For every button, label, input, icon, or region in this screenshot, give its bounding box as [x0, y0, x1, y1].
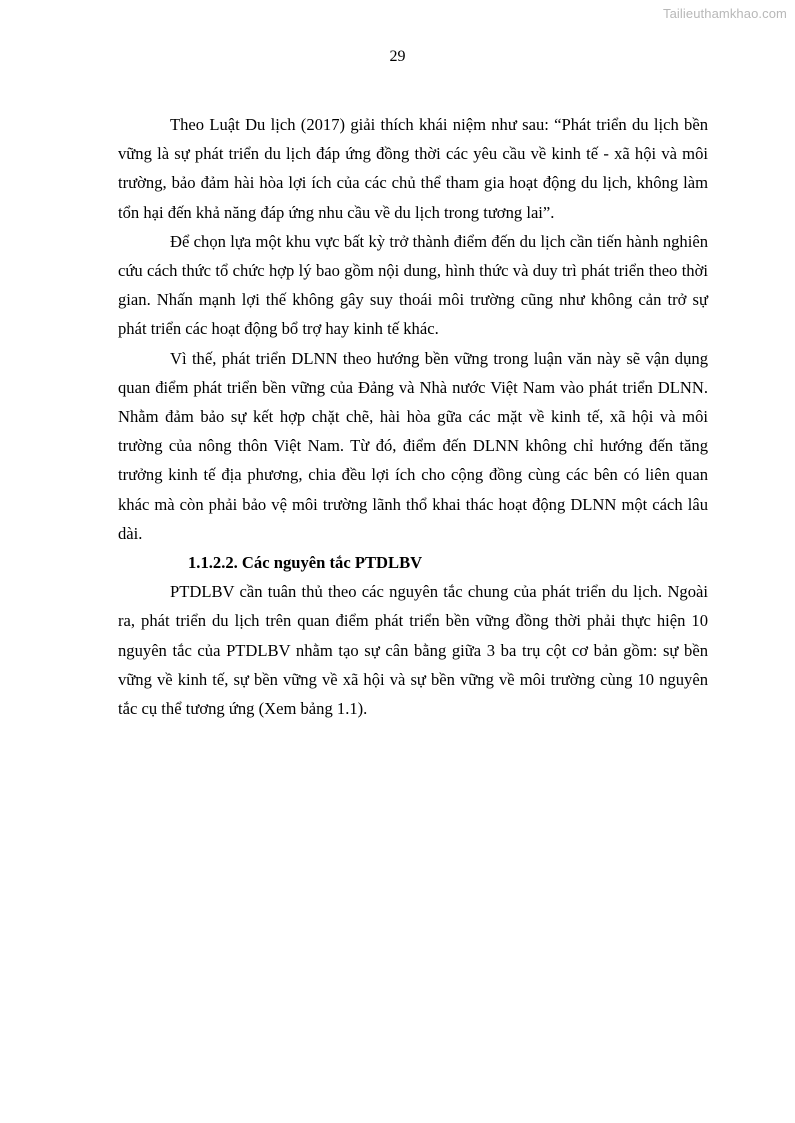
document-body [118, 110, 708, 723]
paragraph-principles: PTDLBV cần tuân thủ theo các nguyên tắc chung của phát triển du lịch. Ngoài ra, phát triển du lịch trên quan điểm phát triển bền vững đồng thời phải thực hiện 10 nguyên tắc của PTDLBV nhằm tạo sự cân bằng giữa 3 ba trụ cột cơ bản gồm: sự bền vững về kinh tế, sự bền vững về xã hội và sự bền vững về môi trường cùng 10 nguyên tắc cụ thể tương ứng (Xem bảng 1.1). [118, 582, 708, 719]
section-heading: 1.1.2.2. Các nguyên tắc PTDLBV [188, 553, 423, 573]
paragraph-dlnn: Vì thế, phát triển DLNN theo hướng bền vững trong luận văn này sẽ vận dụng quan điểm phát triển bền vững của Đảng và Nhà nước Việt Nam vào phát triển DLNN. Nhằm đảm bảo sự kết hợp chặt chẽ, hài hòa gữa các mặt về kinh tế, xã hội và môi trường của nông thôn Việt Nam. Từ đó, điểm đến DLNN không chỉ hướng đến tăng trưởng kinh tế địa phương, chia đều lợi ích cho cộng đồng cùng các bên có liên quan khác mà còn phải bảo vệ môi trường lãnh thổ khai thác hoạt động DLNN một cách lâu dài. [118, 348, 708, 543]
paragraph-definition: Theo Luật Du lịch (2017) giải thích khái niệm như sau: “Phát triển du lịch bền vững là sự phát triển du lịch đáp ứng đồng thời các yêu cầu về kinh tế - xã hội và môi trường, bảo đảm hài hòa lợi ích của các chủ thể tham gia hoạt động du lịch, không làm tổn hại đến khả năng đáp ứng nhu cầu về du lịch trong tương lai”. [118, 115, 708, 222]
paragraph-destination: Để chọn lựa một khu vực bất kỳ trở thành điểm đến du lịch cần tiến hành nghiên cứu cách thức tổ chức hợp lý bao gồm nội dung, hình thức và duy trì phát triển theo thời gian. Nhấn mạnh lợi thế không gây suy thoái môi trường cũng như không cản trở sự phát triển các hoạt động bổ trợ hay kinh tế khác. [118, 231, 708, 339]
page-number: 29 [389, 48, 406, 65]
watermark: Tailieuthamkhao.com [662, 6, 787, 21]
